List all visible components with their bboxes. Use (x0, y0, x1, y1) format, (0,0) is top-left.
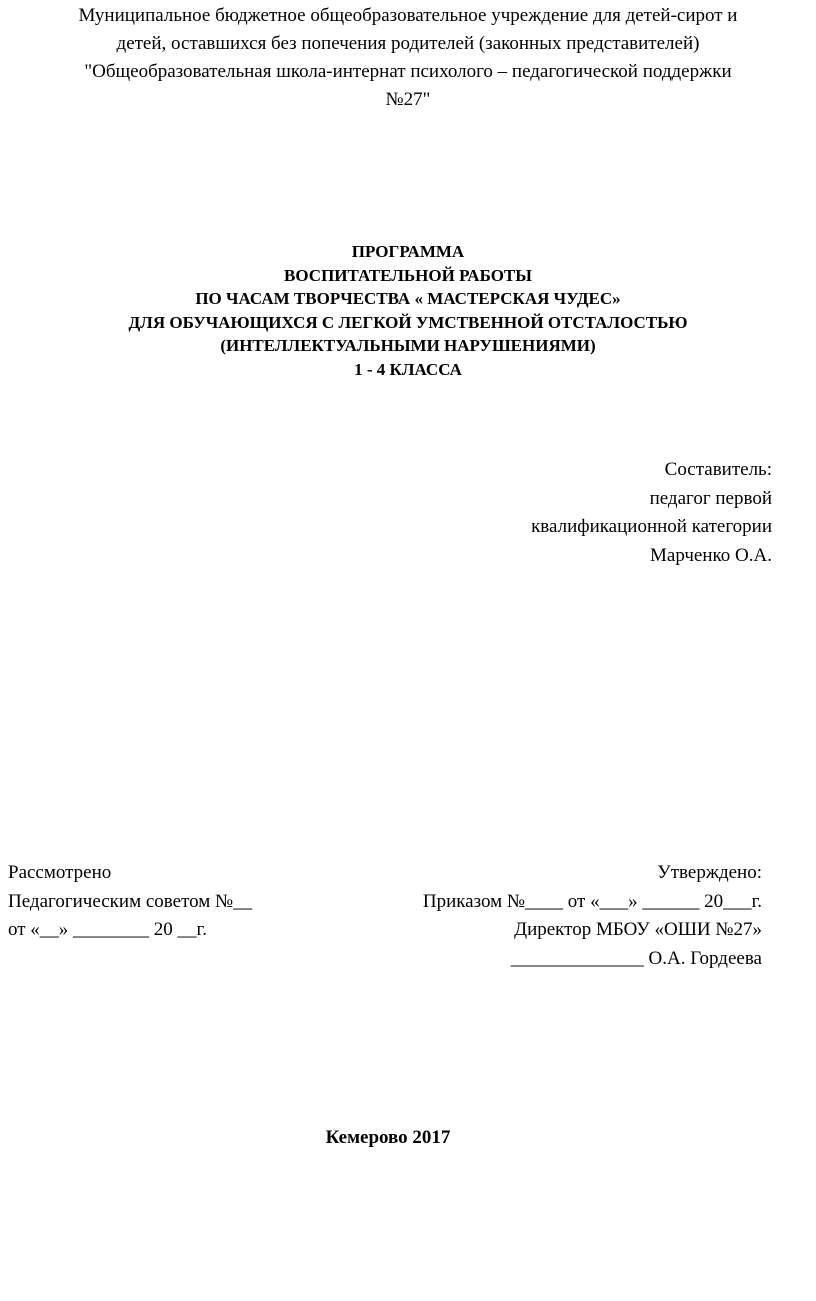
title-line: ПО ЧАСАМ ТВОРЧЕСТВА « МАСТЕРСКАЯ ЧУДЕС» (195, 289, 621, 308)
header-line: Муниципальное бюджетное общеобразовательное учреждение для детей-сирот и (78, 5, 738, 26)
author-block (531, 456, 772, 570)
author-line: квалификационной категории (531, 516, 772, 537)
institution-header (0, 2, 816, 114)
header-line: "Общеобразовательная школа-интернат психолого – педагогической поддержки (84, 61, 732, 82)
author-line: Составитель: (664, 459, 772, 480)
header-line: №27" (385, 89, 431, 110)
title-line: ПРОГРАММА (351, 242, 465, 261)
program-title (0, 240, 816, 381)
approved-line: Утверждено: (657, 862, 762, 883)
reviewed-line: Педагогическим советом №__ (8, 890, 253, 912)
city-year: Кемерово 2017 (325, 1127, 451, 1148)
approved-line: Приказом №____ от «___» ______ 20___г. (422, 890, 762, 912)
approved-line: Директор МБОУ «ОШИ №27» (514, 919, 762, 940)
header-line: детей, оставшихся без попечения родителей (законных представителей) (116, 33, 700, 54)
reviewed-block (8, 859, 252, 945)
title-line: ДЛЯ ОБУЧАЮЩИХСЯ С ЛЕГКОЙ УМСТВЕННОЙ ОТСТАЛОСТЬЮ (128, 312, 688, 332)
reviewed-line: Рассмотрено (8, 862, 112, 883)
title-line: 1 - 4 КЛАССА (354, 359, 462, 379)
title-line: (ИНТЕЛЛЕКТУАЛЬНЫМИ НАРУШЕНИЯМИ) (220, 336, 596, 355)
title-line: ВОСПИТАТЕЛЬНОЙ РАБОТЫ (284, 265, 532, 285)
approved-block (423, 859, 762, 973)
author-line: педагог первой (649, 487, 772, 509)
approved-line: ______________ О.А. Гордеева (510, 947, 762, 969)
reviewed-line: от «__» ________ 20 __г. (8, 919, 207, 940)
author-line: Марченко О.А. (650, 544, 772, 566)
